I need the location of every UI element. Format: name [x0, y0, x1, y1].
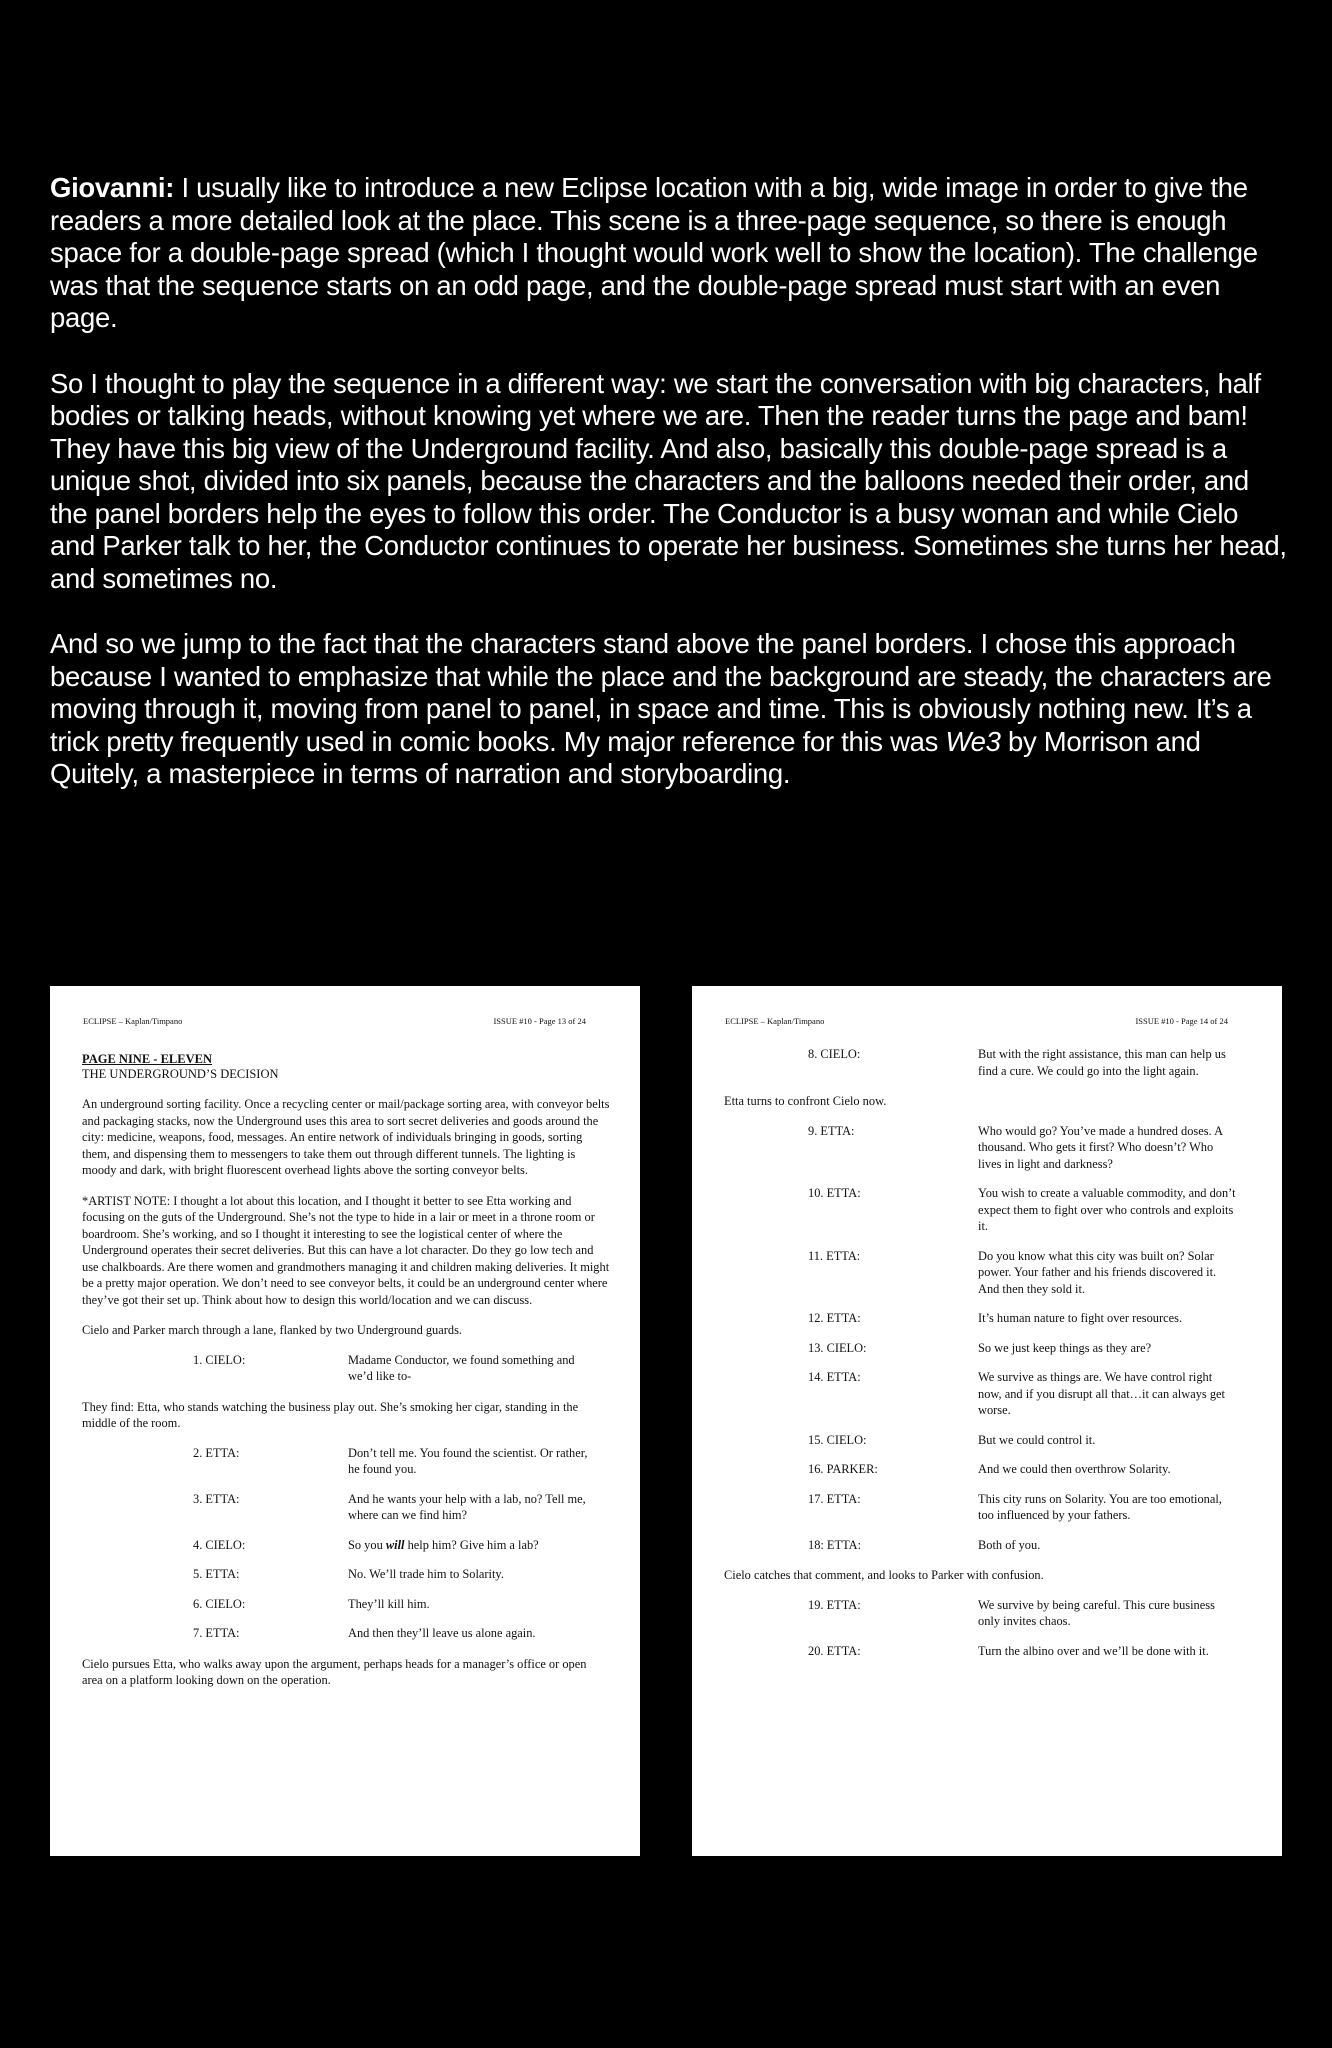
speaker: 1. CIELO: [193, 1352, 246, 1367]
dialogue-line [722, 1310, 1252, 1327]
dialogue-line [722, 1597, 1252, 1630]
header-left: ECLIPSE – Kaplan/Timpano [83, 1016, 183, 1026]
slug [82, 1052, 610, 1082]
dialogue-line [722, 1123, 1252, 1173]
line: They’ll kill him. [348, 1596, 430, 1611]
line-part: help him? Give him a lab? [404, 1537, 539, 1552]
dialogue-line [722, 1046, 1252, 1079]
commentary-paragraph-3 [50, 628, 1290, 791]
dialogue-line [80, 1596, 610, 1613]
script-page-14 [692, 986, 1282, 1856]
speaker-label: Giovanni: [50, 172, 175, 203]
commentary-text-3a: And so we jump to the fact that the characters stand above the panel borders. I chose this approach because I wanted to emphasize that while the place and the background are steady, the characters are moving through it, moving from panel to panel, in space and time. This is obviously nothing new. It’s a trick pretty frequently used in comic books. My major reference for this was [50, 628, 1272, 757]
speaker: 10. ETTA: [808, 1186, 861, 1200]
speaker: 15. CIELO: [808, 1432, 867, 1447]
script-page-13 [50, 986, 640, 1856]
dialogue-line [722, 1643, 1252, 1660]
speaker: 5. ETTA: [193, 1567, 240, 1581]
action-line: Cielo pursues Etta, who walks away upon the argument, perhaps heads for a manager’s office or open area on a platform looking down on the operation. [82, 1656, 587, 1687]
line: We survive as things are. We have control right now, and if you disrupt all that…it can always get worse. [978, 1370, 1225, 1417]
speaker: 16. PARKER: [808, 1462, 878, 1476]
line: Both of you. [978, 1537, 1041, 1552]
dialogue-line [722, 1461, 1252, 1478]
dialogue-line [722, 1369, 1252, 1419]
header-right: ISSUE #10 - Page 14 of 24 [1135, 1016, 1228, 1026]
speaker: 17. ETTA: [808, 1491, 861, 1506]
line: But we could control it. [978, 1432, 1096, 1447]
commentary-paragraph-1 [50, 172, 1290, 335]
action-line: Cielo and Parker march through a lane, flanked by two Underground guards. [82, 1323, 462, 1337]
dialogue-line [80, 1352, 610, 1385]
dialogue-line [722, 1537, 1252, 1554]
speaker: 12. ETTA: [808, 1311, 861, 1325]
header-right: ISSUE #10 - Page 13 of 24 [493, 1016, 586, 1026]
dialogue-line [80, 1491, 610, 1524]
speaker: 6. CIELO: [193, 1596, 246, 1611]
speaker: 13. CIELO: [808, 1340, 867, 1355]
line: No. We’ll trade him to Solarity. [348, 1567, 504, 1581]
speaker: 18: ETTA: [808, 1537, 862, 1552]
dialogue-line [722, 1185, 1252, 1235]
dialogue-line [80, 1445, 610, 1478]
action-line: Cielo catches that comment, and looks to Parker with confusion. [724, 1568, 1044, 1582]
scene-description: An underground sorting facility. Once a recycling center or mail/package sorting area, with conveyor belts and packaging stacks, now the Underground uses this area to sort secret deliveries and goods around the city: medicine, weapons, food, messages. An entire network of individuals bringing in goods, sorting them, and dispensing them to messengers to take them out through different tunnels. The lighting is moody and dark, with bright fluorescent overhead lights above the sorting conveyor belts. [82, 1097, 610, 1177]
line-part: So you [348, 1537, 386, 1552]
dialogue-line [80, 1566, 610, 1583]
dialogue-line [80, 1537, 610, 1554]
artist-note: *ARTIST NOTE: I thought a lot about this location, and I thought it better to see Etta working and focusing on the guts of the Underground. She’s not the type to hide in a lair or meet in a throne room or boardroom. She’s working, and so I thought it interesting to see the logistical center of where the Underground operates their secret deliveries. But this can have a lot character. Do they go low tech and use chalkboards. Are there women and grandmothers managing it and children making deliveries. It might be a pretty major operation. We don’t need to see conveyor belts, it could be an underground center where they’ve got their set up. Think about how to design this world/location and we can discuss. [82, 1193, 610, 1307]
dialogue-line [722, 1491, 1252, 1524]
speaker: 4. CIELO: [193, 1537, 246, 1552]
speaker: 14. ETTA: [808, 1370, 861, 1384]
line: So we just keep things as they are? [978, 1340, 1152, 1355]
line: This city runs on Solarity. You are too emotional, too influenced by your fathers. [978, 1491, 1222, 1522]
speaker: 11. ETTA: [808, 1248, 861, 1263]
line: Don’t tell me. You found the scientist. Or rather, he found you. [348, 1445, 588, 1476]
page-header [725, 1016, 1252, 1026]
line: It’s human nature to fight over resources. [978, 1311, 1183, 1325]
commentary-paragraph-2: So I thought to play the sequence in a different way: we start the conversation with big characters, half bodies or talking heads, without knowing yet where we are. Then the reader turns the page and bam! They have this big view of the Underground facility. And also, basically this double-page spread is a unique shot, divided into six panels, because the characters and the balloons needed their order, and the panel borders help the eyes to follow this order. The Conductor is a busy woman and while Cielo and Parker talk to her, the Conductor continues to operate her business. Sometimes she turns her head, and sometimes no. [50, 367, 1287, 594]
line: Turn the albino over and we’ll be done with it. [978, 1643, 1209, 1658]
speaker: 3. ETTA: [193, 1491, 240, 1506]
line: We survive by being careful. This cure business only invites chaos. [978, 1597, 1215, 1628]
speaker: 9. ETTA: [808, 1123, 855, 1138]
speaker: 19. ETTA: [808, 1597, 861, 1612]
dialogue-line [80, 1625, 610, 1642]
line: And we could then overthrow Solarity. [978, 1462, 1171, 1476]
line: Madame Conductor, we found something and we’d like to- [348, 1352, 575, 1383]
commentary [50, 172, 1290, 824]
page-header [83, 1016, 610, 1026]
header-left: ECLIPSE – Kaplan/Timpano [725, 1016, 825, 1026]
speaker: 20. ETTA: [808, 1643, 861, 1658]
dialogue-line [722, 1248, 1252, 1298]
slug-subtitle: THE UNDERGROUND’S DECISION [82, 1067, 279, 1081]
action-line: They find: Etta, who stands watching the business play out. She’s smoking her cigar, standing in the middle of the room. [82, 1399, 579, 1430]
line: And he wants your help with a lab, no? Tell me, where can we find him? [348, 1491, 586, 1522]
book-title: We3 [945, 725, 1001, 757]
line: Do you know what this city was built on? Solar power. Your father and his friends discovered it. And then they sold it. [978, 1248, 1217, 1296]
speaker: 8. CIELO: [808, 1047, 861, 1061]
line [348, 1537, 598, 1554]
dialogue-line [722, 1340, 1252, 1357]
emphasis: will [385, 1537, 405, 1552]
speaker: 2. ETTA: [193, 1445, 240, 1460]
line: Who would go? You’ve made a hundred doses. A thousand. Who gets it first? Who doesn’t? Who lives in light and darkness? [978, 1123, 1223, 1171]
slug-title: PAGE NINE - ELEVEN [82, 1052, 212, 1066]
speaker: 7. ETTA: [193, 1626, 240, 1640]
action-line: Etta turns to confront Cielo now. [724, 1094, 887, 1108]
dialogue-line [722, 1432, 1252, 1449]
commentary-text-1: I usually like to introduce a new Eclipse location with a big, wide image in order to give the readers a more detailed look at the place. This scene is a three-page sequence, so there is enough space for a double-page spread (which I thought would work well to show the location). The challenge was that the sequence starts on an odd page, and the double-page spread must start with an even page. [50, 172, 1258, 333]
commentary-text-3b: by Morrison and Quitely, a masterpiece in terms of narration and storyboarding. [50, 725, 1201, 789]
line: You wish to create a valuable commodity, and don’t expect them to fight over who controls and exploits it. [978, 1186, 1236, 1233]
line: But with the right assistance, this man can help us find a cure. We could go into the light again. [978, 1047, 1226, 1078]
line: And then they’ll leave us alone again. [348, 1626, 536, 1640]
